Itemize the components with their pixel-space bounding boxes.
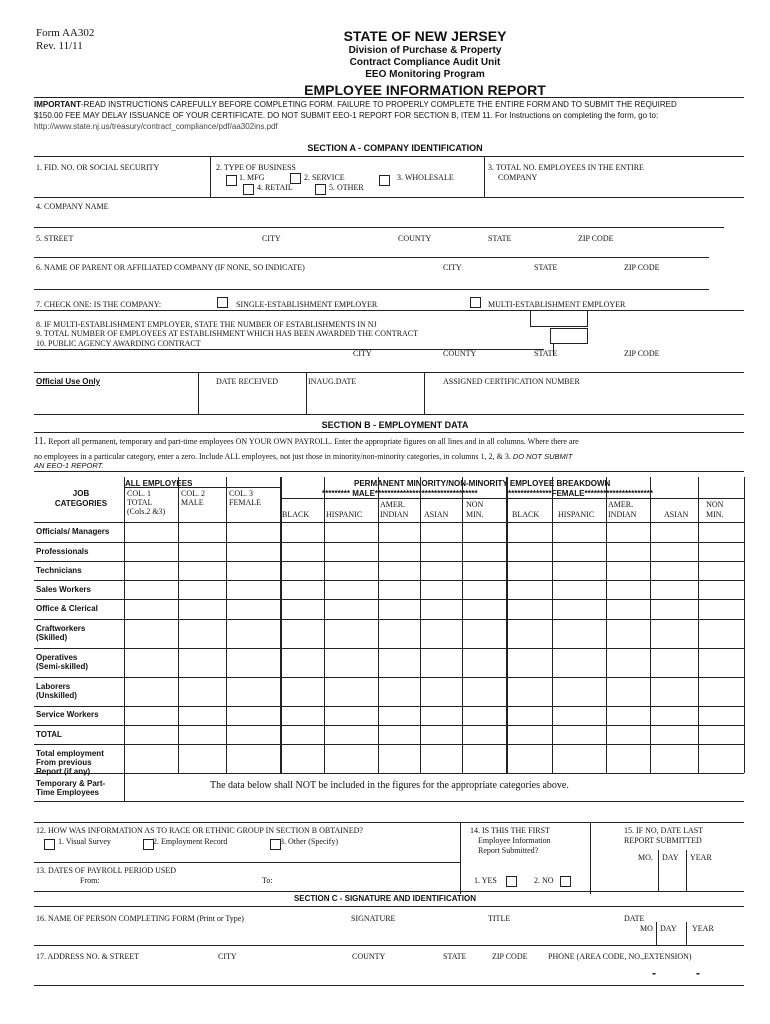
total-employees-label: 3. TOTAL NO. EMPLOYEES IN THE ENTIRE	[488, 163, 644, 172]
divider	[590, 822, 591, 894]
item11-text-2: no employees in a particular category, enter a zero. Include ALL employees, not just those in minority/non-minority categories, in columns 1, 2, & 3.	[34, 452, 511, 461]
job-category-label: Officials/ Managers	[36, 527, 110, 536]
grid-row-line	[34, 522, 744, 523]
grid-row-line	[34, 677, 744, 678]
address-state-label: STATE	[443, 952, 467, 961]
job-category-label: Technicians	[36, 566, 82, 575]
street-label: 5. STREET	[36, 234, 74, 243]
job-category-label: TOTAL	[36, 730, 62, 739]
item11-note-1: DO NOT SUBMIT	[512, 452, 573, 461]
signature-label: SIGNATURE	[351, 914, 396, 923]
zip-label: ZIP CODE	[578, 234, 614, 243]
single-establishment-checkbox[interactable]	[217, 297, 228, 308]
item11-line-1	[34, 437, 579, 447]
service-label: 2. SERVICE	[304, 173, 345, 182]
date-mo: MO	[640, 924, 653, 933]
employment-record-label: 2. Employment Record	[153, 837, 228, 846]
col3-header	[229, 489, 261, 507]
no-label: 2. NO	[534, 876, 554, 885]
state-title: STATE OF NEW JERSEY	[343, 28, 507, 44]
multi-establishment-label: MULTI-ESTABLISHMENT EMPLOYER	[488, 300, 626, 309]
item14-label-3: Report Submitted?	[478, 846, 539, 855]
col1-line2: TOTAL	[127, 498, 153, 507]
yes-label: 1. YES	[474, 876, 497, 885]
form-revision: Rev. 11/11	[36, 40, 83, 52]
divider	[34, 372, 744, 373]
job-category-label: Craftworkers (Skilled)	[36, 624, 86, 642]
program-title: EEO Monitoring Program	[365, 69, 485, 80]
divider	[306, 372, 307, 414]
item14-label-1: 14. IS THIS THE FIRST	[470, 826, 550, 835]
male-non-line1: NON	[466, 500, 484, 509]
date-day: DAY	[660, 924, 677, 933]
item14-label-2: Employee Information	[478, 836, 551, 845]
division-title: Division of Purchase & Property	[348, 45, 502, 56]
item15-label-2: REPORT SUBMITTED	[624, 836, 702, 845]
fid-label: 1. FID. NO. OR SOCIAL SECURITY	[36, 163, 160, 172]
other-checkbox[interactable]	[315, 184, 326, 195]
female-hispanic-header: HISPANIC	[558, 510, 595, 519]
female-non-line2: MIN.	[706, 510, 724, 519]
multi-establishment-checkbox[interactable]	[470, 297, 481, 308]
divider	[34, 414, 744, 415]
section-c-title: SECTION C - SIGNATURE AND IDENTIFICATION	[293, 894, 477, 903]
job-category-label: Sales Workers	[36, 585, 91, 594]
phone-dash-1: -	[652, 966, 656, 980]
female-amer-indian-header	[608, 500, 636, 519]
divider	[686, 922, 687, 946]
yes-checkbox[interactable]	[506, 876, 517, 887]
other-label: 5. OTHER	[329, 183, 364, 192]
date-year: YEAR	[692, 924, 714, 933]
divider	[34, 891, 744, 892]
item11-line-2	[34, 452, 572, 462]
job-category-label: Total employment From previous Report (if any)	[36, 749, 104, 776]
divider	[124, 487, 280, 488]
divider	[34, 310, 744, 311]
divider	[34, 197, 744, 198]
female-amer-line1: AMER.	[608, 500, 634, 509]
divider	[34, 471, 744, 472]
wholesale-checkbox[interactable]	[379, 175, 390, 186]
address-county-label: COUNTY	[352, 952, 386, 961]
check-one-label: 7. CHECK ONE: IS THE COMPANY:	[36, 300, 162, 309]
grid-row-line	[34, 599, 744, 600]
job-categories-label-2: CATEGORIES	[54, 499, 108, 508]
report-title: EMPLOYEE INFORMATION REPORT	[304, 82, 546, 98]
divider	[280, 498, 744, 499]
male-amer-line1: AMER.	[380, 500, 406, 509]
company-name-label: 4. COMPANY NAME	[36, 202, 109, 211]
item15-label-1: 15. IF NO, DATE LAST	[624, 826, 704, 835]
inaug-date-label: INAUG.DATE	[308, 377, 357, 386]
divider	[34, 985, 744, 986]
address-zip-label: ZIP CODE	[492, 952, 528, 961]
male-hispanic-header: HISPANIC	[326, 510, 363, 519]
grid-row-line	[34, 561, 744, 562]
all-employees-label: ALL EMPLOYEES	[125, 479, 193, 488]
item16-label: 16. NAME OF PERSON COMPLETING FORM (Print or Type)	[36, 914, 244, 923]
col1-line1: COL. 1	[127, 489, 151, 498]
agency-zip-label: ZIP CODE	[624, 349, 660, 358]
form-number: Form AA302	[36, 27, 95, 39]
divider	[198, 372, 199, 414]
male-banner: ********* MALE*********************************	[322, 489, 478, 498]
grid-column-line	[744, 477, 745, 773]
male-amer-line2: INDIAN	[380, 510, 409, 519]
wholesale-label: 3. WHOLESALE	[397, 173, 454, 182]
temp-employees-label: Temporary & Part- Time Employees	[36, 779, 106, 797]
payroll-from-label: From:	[80, 876, 100, 885]
item15-year: YEAR	[690, 853, 712, 862]
divider	[210, 156, 211, 198]
item10-label: 10. PUBLIC AGENCY AWARDING CONTRACT	[36, 339, 201, 348]
job-category-label: Laborers (Unskilled)	[36, 682, 77, 700]
date-label: DATE	[624, 914, 645, 923]
male-nonmin-header	[466, 500, 484, 519]
phone-dash-2: -	[696, 966, 700, 980]
parent-company-label: 6. NAME OF PARENT OR AFFILIATED COMPANY (IF NONE, SO INDICATE)	[36, 263, 305, 272]
visual-survey-checkbox[interactable]	[44, 839, 55, 850]
divider	[34, 432, 744, 433]
parent-zip-label: ZIP CODE	[624, 263, 660, 272]
male-black-header: BLACK	[282, 510, 310, 519]
item13-label: 13. DATES OF PAYROLL PERIOD USED	[36, 866, 177, 875]
grid-row-line	[34, 725, 744, 726]
title-label: TITLE	[488, 914, 511, 923]
grid-row-line	[34, 619, 744, 620]
instructions-link[interactable]: http://www.state.nj.us/treasury/contract_compliance/pdf/aa302ins.pdf	[34, 122, 278, 131]
item15-mo: MO.	[638, 853, 653, 862]
item9-label: 9. TOTAL NUMBER OF EMPLOYEES AT ESTABLISHMENT WHICH HAS BEEN AWARDED THE CONTRACT	[36, 329, 419, 338]
col1-header	[127, 489, 165, 516]
item11-note-2: AN EEO-1 REPORT.	[34, 461, 104, 470]
item12-label: 12. HOW WAS INFORMATION AS TO RACE OR ETHNIC GROUP IN SECTION B OBTAINED?	[36, 826, 363, 835]
item15-day: DAY	[662, 853, 679, 862]
job-category-label: Service Workers	[36, 710, 99, 719]
item11-text-1: Report all permanent, temporary and part-time employees ON YOUR OWN PAYROLL. Enter the appropriate figures on all lines and in all columns. Where there are	[46, 437, 579, 446]
unit-title: Contract Compliance Audit Unit	[349, 57, 501, 68]
job-category-label: Operatives (Semi-skilled)	[36, 653, 89, 671]
item17-label: 17. ADDRESS NO. & STREET	[36, 952, 140, 961]
female-non-line1: NON	[706, 500, 724, 509]
divider	[424, 372, 425, 414]
other-specify-label: 3. Other (Specify)	[280, 837, 338, 846]
retail-label: 4. RETAIL	[257, 183, 293, 192]
payroll-to-label: To:	[262, 876, 273, 885]
divider	[658, 850, 659, 892]
grid-row-line	[34, 648, 744, 649]
county-label: COUNTY	[398, 234, 432, 243]
male-asian-header: ASIAN	[424, 510, 449, 519]
col1-line3: (Cols.2 &3)	[127, 507, 166, 516]
address-field[interactable]	[34, 257, 709, 258]
grid-row-line	[34, 706, 744, 707]
col3-line1: COL. 3	[229, 489, 253, 498]
address-city-label: CITY	[218, 952, 237, 961]
item11-number: 11.	[34, 436, 47, 447]
date-received-label: DATE RECEIVED	[216, 377, 278, 386]
grid-row-line	[34, 773, 744, 774]
company-name-field[interactable]	[34, 227, 724, 228]
grid-left-line	[124, 773, 125, 801]
total-employees-label-2: COMPANY	[498, 173, 538, 182]
divider	[34, 822, 744, 823]
section-a-title: SECTION A - COMPANY IDENTIFICATION	[307, 143, 483, 153]
parent-city-label: CITY	[443, 263, 462, 272]
single-establishment-label: SINGLE-ESTABLISHMENT EMPLOYER	[236, 300, 378, 309]
header-rule	[34, 97, 744, 98]
notice-line-2: $150.00 FEE MAY DELAY ISSUANCE OF YOUR CERTIFICATE. DO NOT SUBMIT EEO-1 REPORT FOR SECTION B, ITEM 11. For Instructions on completing the form, go to:	[34, 111, 659, 120]
agency-state-label: STATE	[534, 349, 558, 358]
agency-county-label: COUNTY	[443, 349, 477, 358]
business-type-label: 2. TYPE OF BUSINESS	[216, 163, 296, 172]
grid-row-line	[34, 542, 744, 543]
job-categories-label-1: JOB	[72, 489, 90, 498]
no-checkbox[interactable]	[560, 876, 571, 887]
job-category-label: Professionals	[36, 547, 89, 556]
grid-row-line	[34, 744, 744, 745]
col3-line2: FEMALE	[229, 498, 261, 507]
city-label: CITY	[262, 234, 281, 243]
official-use-label: Official Use Only	[36, 377, 101, 386]
female-banner: **************FEMALE**********************	[508, 489, 653, 498]
contract-employees-box[interactable]	[550, 328, 588, 344]
agency-city-label: CITY	[353, 349, 372, 358]
divider	[34, 862, 460, 863]
mfg-label: 1. MFG	[239, 173, 265, 182]
divider	[34, 945, 744, 946]
female-nonmin-header	[706, 500, 724, 519]
retail-checkbox[interactable]	[243, 184, 254, 195]
section-b-title: SECTION B - EMPLOYMENT DATA	[321, 420, 469, 430]
section-a-rule	[34, 156, 744, 157]
breakdown-label: PERMANENT MINORITY/NON-MINORITY EMPLOYEE BREAKDOWN	[354, 479, 611, 488]
visual-survey-label: 1. Visual Survey	[58, 837, 111, 846]
female-amer-line2: INDIAN	[608, 510, 637, 519]
important-label: IMPORTANT	[34, 100, 81, 109]
male-amer-indian-header	[380, 500, 408, 519]
job-category-label: Office & Clerical	[36, 604, 98, 613]
divider	[484, 156, 485, 198]
divider	[686, 850, 687, 892]
female-asian-header: ASIAN	[664, 510, 689, 519]
col2-line1: COL. 2	[181, 489, 205, 498]
male-non-line2: MIN.	[466, 510, 484, 519]
mfg-checkbox[interactable]	[226, 175, 237, 186]
notice-line-1	[34, 100, 677, 110]
divider	[460, 822, 461, 894]
state-label: STATE	[488, 234, 512, 243]
col2-header	[181, 489, 205, 507]
divider	[656, 922, 657, 946]
grid-row-line	[34, 801, 744, 802]
col2-line2: MALE	[181, 498, 204, 507]
parent-state-label: STATE	[534, 263, 558, 272]
phone-label: PHONE (AREA CODE, NO.,EXTENSION)	[548, 952, 692, 961]
cert-number-label: ASSIGNED CERTIFICATION NUMBER	[443, 377, 580, 386]
notice-text-1: -READ INSTRUCTIONS CAREFULLY BEFORE COMPLETING FORM. FAILURE TO PROPERLY COMPLETE THE ENTIRE FORM AND TO SUBMIT THE REQUIRED	[80, 100, 677, 109]
grid-row-line	[34, 580, 744, 581]
item8-label: 8. IF MULTI-ESTABLISHMENT EMPLOYER, STATE THE NUMBER OF ESTABLISHMENTS IN NJ	[36, 320, 377, 329]
divider	[34, 906, 744, 907]
parent-company-field[interactable]	[34, 289, 709, 290]
temp-note: The data below shall NOT be included in the figures for the appropriate categories above.	[210, 780, 569, 791]
establishments-count-box[interactable]	[530, 310, 588, 327]
female-black-header: BLACK	[512, 510, 540, 519]
